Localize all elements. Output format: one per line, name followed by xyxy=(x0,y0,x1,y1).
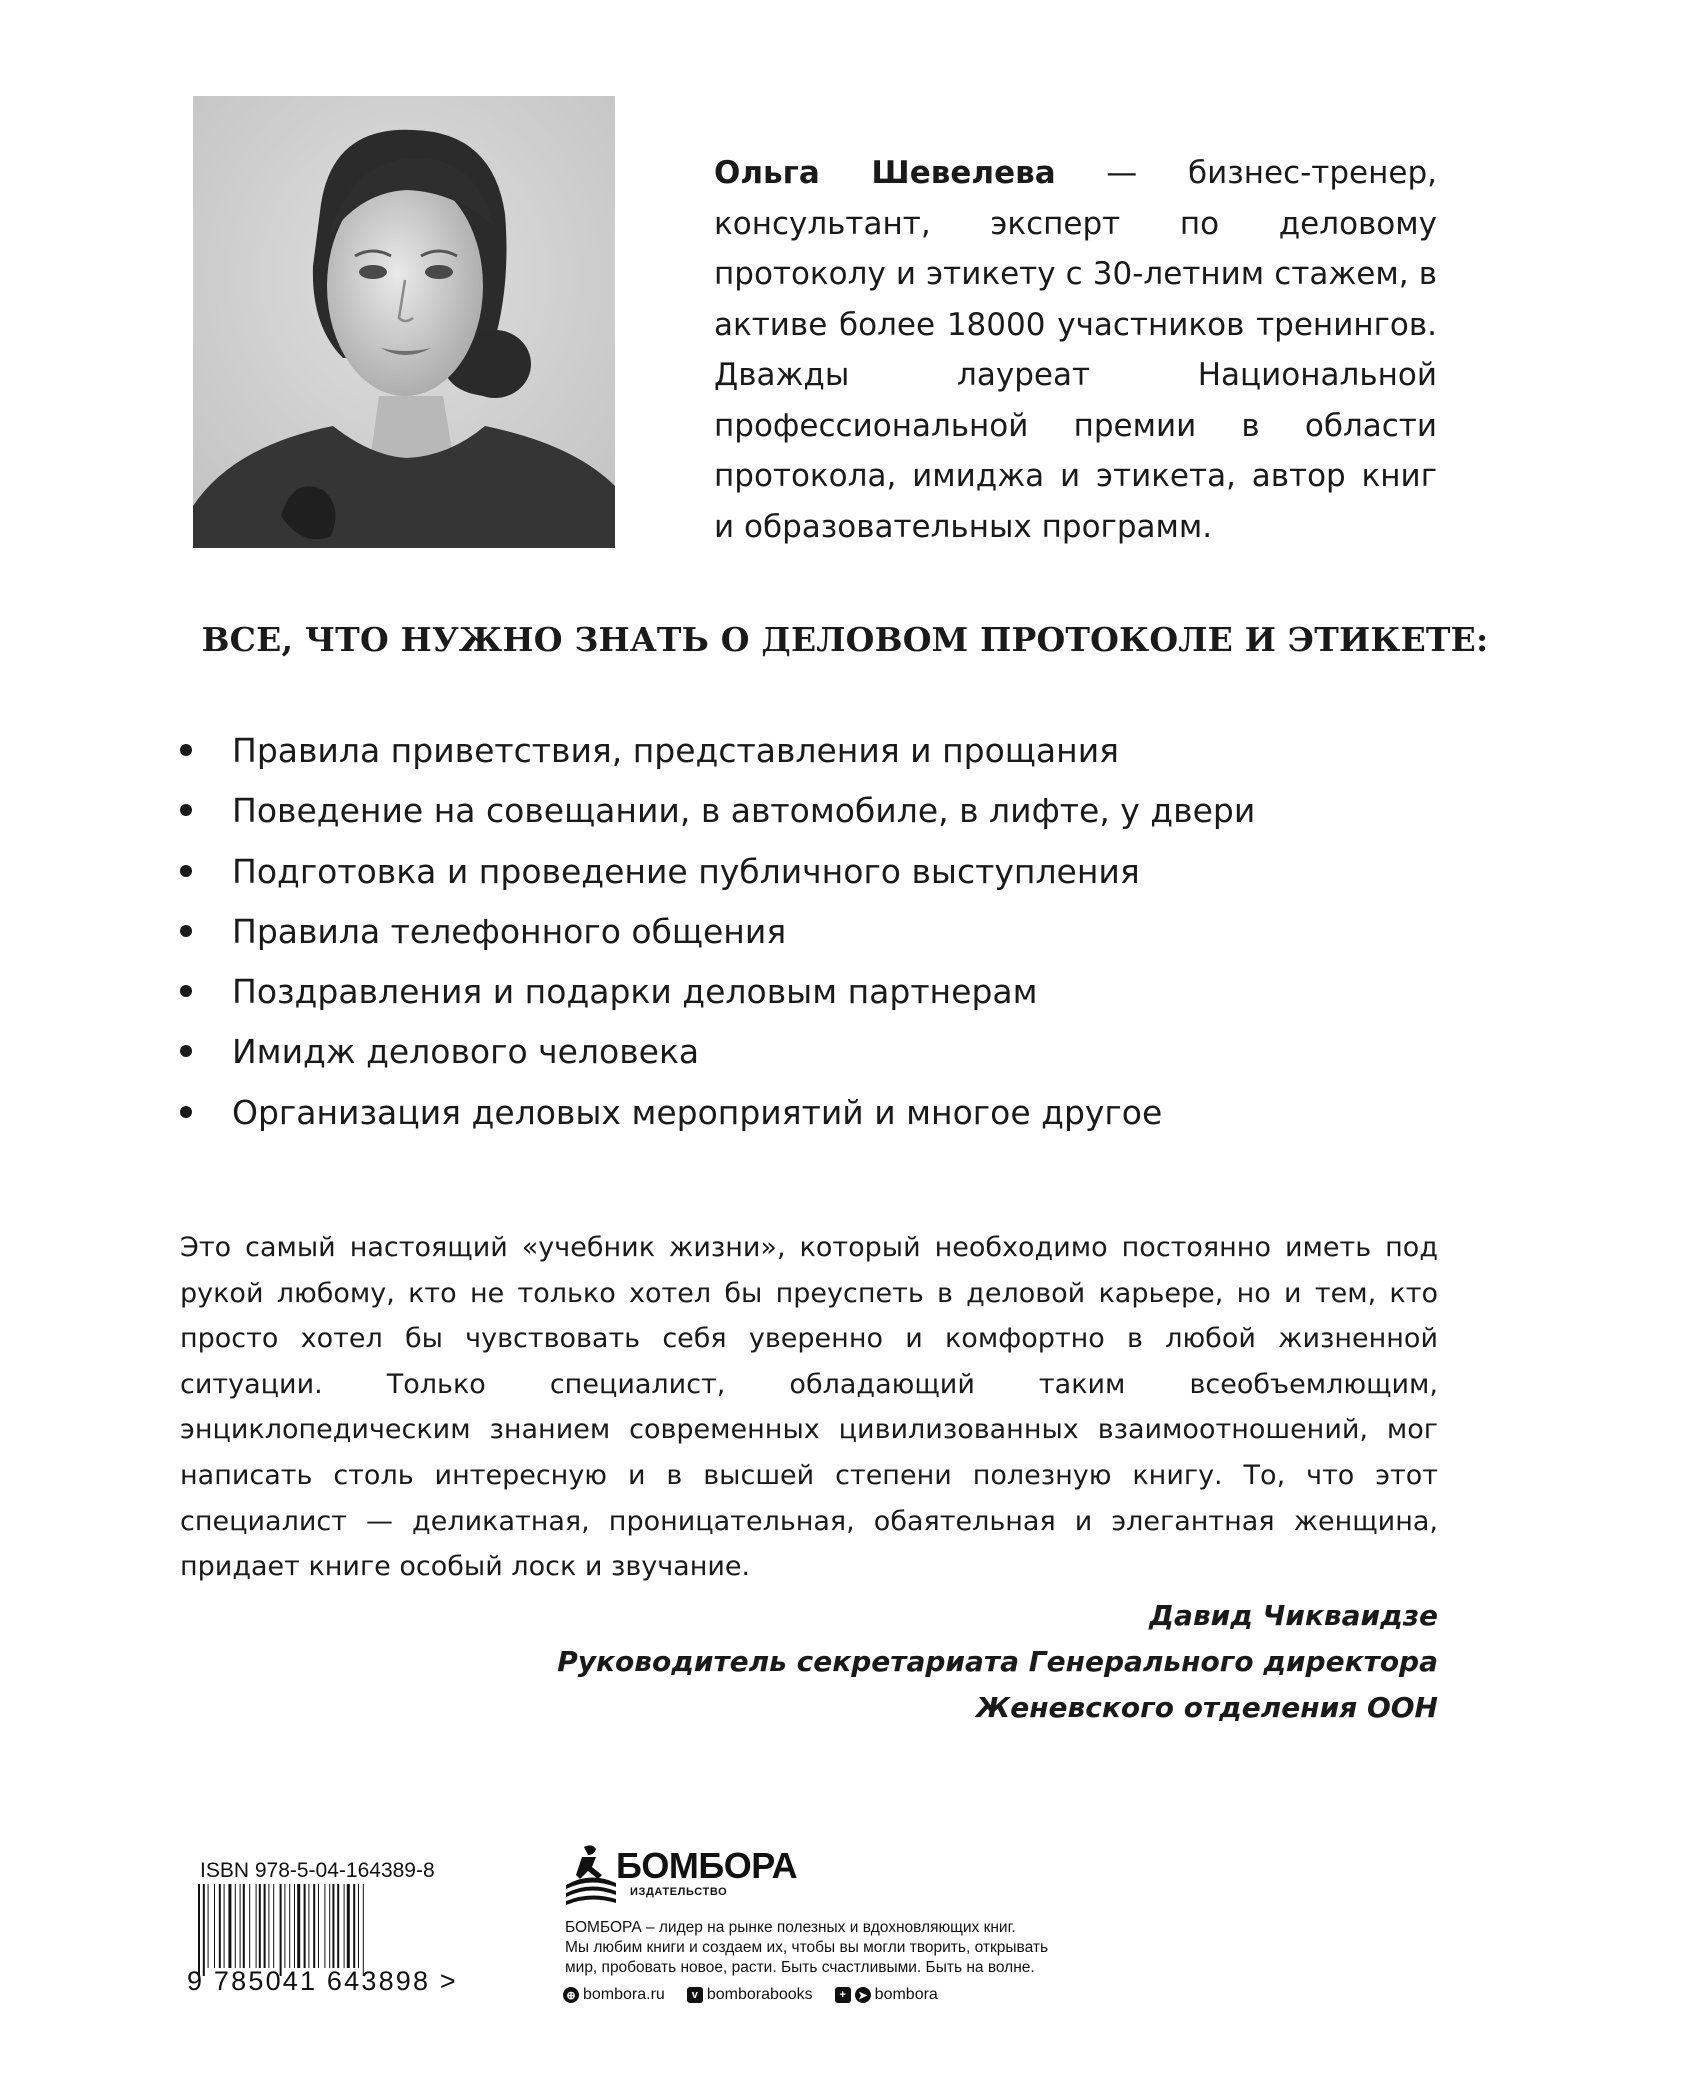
vk-text: bomborabooks xyxy=(706,1986,813,2003)
barcode-bar xyxy=(249,1884,250,1968)
list-item-text: Подготовка и проведение публичного выступления xyxy=(232,851,1140,891)
isbn-label: ISBN 978-5-04-164389-8 xyxy=(200,1859,435,1882)
bullet-icon xyxy=(180,925,192,937)
vk-link[interactable] xyxy=(687,1986,813,2004)
barcode-bar xyxy=(304,1884,306,1968)
list-item-text: Правила телефонного общения xyxy=(232,911,787,951)
social-link[interactable] xyxy=(835,1986,938,2004)
barcode-bar xyxy=(363,1884,364,1976)
barcode-bar xyxy=(240,1884,241,1968)
barcode-bar xyxy=(337,1884,339,1968)
barcode-bar xyxy=(313,1884,315,1968)
list-item-text: Правила приветствия, представления и прощания xyxy=(232,731,1119,770)
barcode-bar xyxy=(318,1884,319,1968)
barcode-bar xyxy=(198,1884,200,1976)
telegram-icon: ➤ xyxy=(855,1987,871,2003)
barcode-bar xyxy=(297,1884,300,1968)
author-name: Ольга Шевелева xyxy=(714,155,1056,191)
barcode-bar xyxy=(280,1884,282,1976)
author-bio-text: — бизнес-тренер, консультант, эксперт по деловому протоколу и этикету с 30-летним стажем, в активе более 18000 участников тренингов. Дважды лауреат Национальной профессиональной премии в области протокола, имиджа и этикета, автор книг и образовательных программ. xyxy=(714,155,1437,545)
list-item-text: Организация деловых мероприятий и многое другое xyxy=(232,1092,1163,1132)
author-bio xyxy=(714,148,1437,552)
publisher-socials xyxy=(563,1984,960,2006)
bullet-icon xyxy=(180,1045,192,1057)
social-text: bombora xyxy=(874,1986,938,2003)
publisher-blurb-line: мир, пробовать новое, расти. Быть счастливыми. Быть на волне. xyxy=(565,1959,1035,1976)
bullet-icon xyxy=(180,744,192,756)
author-photo xyxy=(193,96,615,548)
barcode-bar xyxy=(273,1884,274,1968)
website-text: bombora.ru xyxy=(583,1986,665,2003)
barcode-bar xyxy=(344,1884,345,1968)
reviewer-title-line2: Женевского отделения ООН xyxy=(975,1691,1438,1724)
barcode-bar xyxy=(358,1884,359,1968)
publisher-logo-name: БОМБОРА xyxy=(616,1845,798,1886)
barcode-bar xyxy=(353,1884,355,1968)
barcode-bar xyxy=(203,1884,205,1976)
author-portrait-illustration xyxy=(193,96,615,548)
barcode-bar xyxy=(324,1884,325,1968)
plus-icon: + xyxy=(835,1987,851,2003)
barcode-bar xyxy=(214,1884,215,1968)
globe-icon: ⊕ xyxy=(563,1987,579,2003)
barcode-bar xyxy=(347,1884,350,1968)
section-headline: ВСЕ, ЧТО НУЖНО ЗНАТЬ О ДЕЛОВОМ ПРОТОКОЛЕ И ЭТИКЕТЕ: xyxy=(201,620,1489,659)
publisher-logo-subtitle: ИЗДАТЕЛЬСТВО xyxy=(630,1886,728,1898)
barcode-bar xyxy=(294,1884,295,1968)
barcode-bar xyxy=(219,1884,221,1968)
review-quote: Это самый настоящий «учебник жизни», который необходимо постоянно иметь под рукой любому, кто не только хотел бы преуспеть в деловой карьере, но и тем, кто просто хотел бы чувствовать себя уверенно и комфортно в любой жизненной ситуации. Только специалист, обладающий таким всеобъемлющим, энциклопедическим знанием современных цивилизованных взаимоотношений, мог написать столь интересную и в высшей степени полезную книгу. То, что этот специалист — деликатная, проницательная, обаятельная и элегантная женщина, придает книге особый лоск и звучание. xyxy=(180,1232,1438,1583)
list-item xyxy=(180,1090,1480,1150)
bombora-logo-icon xyxy=(562,1841,620,1905)
barcode-bar xyxy=(208,1884,209,1968)
topics-list xyxy=(180,728,1480,1150)
barcode-bar xyxy=(329,1884,330,1968)
barcode-bar xyxy=(332,1884,334,1968)
list-item xyxy=(180,969,1480,1029)
list-item-text: Поведение на совещании, в автомобиле, в лифте, у двери xyxy=(232,791,1256,831)
barcode-bar xyxy=(259,1884,261,1968)
barcode-bar xyxy=(228,1884,231,1968)
bullet-icon xyxy=(180,985,192,997)
barcode-bar xyxy=(308,1884,309,1968)
reviewer-title-line1: Руководитель секретариата Генерального директора xyxy=(557,1645,1438,1678)
website-link[interactable] xyxy=(563,1986,665,2004)
publisher-blurb-line: Мы любим книги и создаем их, чтобы вы могли творить, открывать xyxy=(565,1939,1049,1956)
publisher-blurb-line: БОМБОРА – лидер на рынке полезных и вдохновляющих книг. xyxy=(565,1919,1016,1936)
vk-icon: v xyxy=(687,1987,703,2003)
barcode-bar xyxy=(284,1884,285,1968)
bullet-icon xyxy=(180,804,192,816)
list-item xyxy=(180,1029,1480,1089)
barcode-digits: 9 785041 643898 > xyxy=(187,1966,458,1996)
barcode-bar xyxy=(224,1884,225,1968)
list-item xyxy=(180,728,1480,788)
barcode-bar xyxy=(235,1884,236,1968)
barcode-bar xyxy=(264,1884,266,1968)
list-item-text: Имидж делового человека xyxy=(232,1032,700,1072)
bullet-icon xyxy=(180,1106,192,1118)
barcode xyxy=(196,1884,422,1976)
list-item-text: Поздравления и подарки деловым партнерам xyxy=(232,972,1038,1012)
bullet-icon xyxy=(180,865,192,877)
publisher-blurb xyxy=(565,1918,1125,1978)
list-item xyxy=(180,909,1480,969)
list-item xyxy=(180,849,1480,909)
barcode-bar xyxy=(243,1884,245,1968)
barcode-bar xyxy=(256,1884,257,1968)
barcode-bar xyxy=(289,1884,290,1968)
publisher-logo xyxy=(562,1841,798,1907)
reviewer-name: Давид Чикваидзе xyxy=(1149,1599,1438,1632)
list-item xyxy=(180,788,1480,848)
barcode-bar xyxy=(268,1884,269,1968)
review-signature xyxy=(438,1593,1438,1731)
